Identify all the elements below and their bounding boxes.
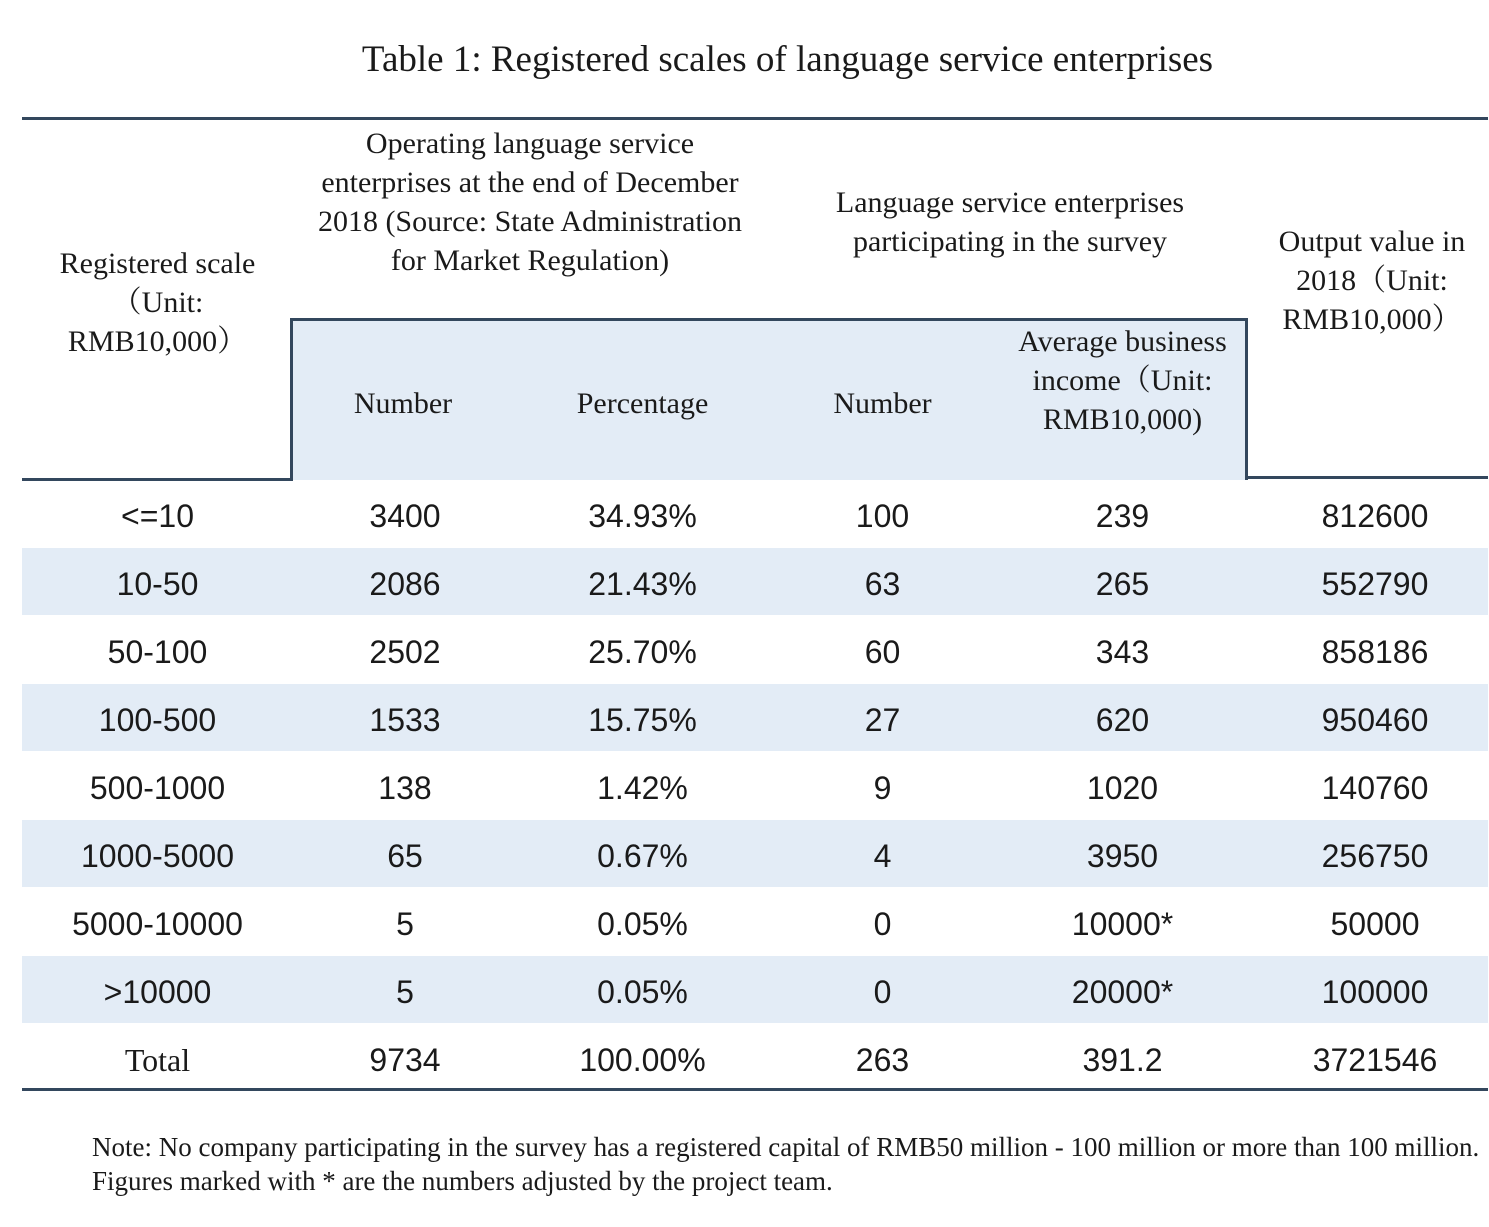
cell-percentage: 21.43% xyxy=(588,566,697,602)
cell-survey-number: 27 xyxy=(864,702,901,738)
top-rule xyxy=(22,117,1488,120)
cell-percentage: 0.05% xyxy=(597,974,688,1010)
header-sv-number: Number xyxy=(833,387,932,420)
cell-survey-number: 4 xyxy=(873,838,892,874)
cell-output: 256750 xyxy=(1321,838,1429,874)
table-row xyxy=(0,619,1489,686)
cell-income: 10000* xyxy=(1071,906,1174,942)
cell-survey-number: 100 xyxy=(855,498,910,534)
cell-percentage: 15.75% xyxy=(588,702,697,738)
cell-scale: >10000 xyxy=(103,974,212,1010)
header-output-value: Output value in 2018（Unit: RMB10,000） xyxy=(1278,225,1466,336)
cell-percentage: 0.67% xyxy=(597,838,688,874)
cell-output: 950460 xyxy=(1321,702,1429,738)
cell-scale: 100-500 xyxy=(98,702,217,738)
cell-income: 239 xyxy=(1095,498,1150,534)
table-row xyxy=(0,891,1489,958)
header-op-number: Number xyxy=(353,387,453,420)
cell-total-percentage: 100.00% xyxy=(579,1042,706,1078)
cell-output: 552790 xyxy=(1321,566,1429,602)
cell-income: 3950 xyxy=(1086,838,1159,874)
header-sv-income: Average business income（Unit: RMB10,000) xyxy=(1018,325,1227,436)
table-row xyxy=(0,823,1489,890)
cell-number: 65 xyxy=(387,838,423,874)
cell-income: 343 xyxy=(1095,634,1150,670)
cell-survey-number: 63 xyxy=(864,566,901,602)
header-survey-group: Language service enterprises participating in the survey xyxy=(835,186,1185,258)
table-row xyxy=(0,959,1489,1026)
cell-scale: 500-1000 xyxy=(89,770,226,806)
bottom-rule xyxy=(22,1088,1488,1091)
cell-total-output: 3721546 xyxy=(1312,1042,1438,1078)
cell-total-label: Total xyxy=(124,1042,191,1078)
cell-total-income: 391.2 xyxy=(1082,1042,1163,1078)
table-row xyxy=(0,755,1489,822)
cell-output: 50000 xyxy=(1330,906,1420,942)
cell-number: 1533 xyxy=(369,702,441,738)
cell-number: 3400 xyxy=(369,498,441,534)
total-row xyxy=(0,1027,1489,1094)
cell-income: 1020 xyxy=(1086,770,1159,806)
cell-output: 100000 xyxy=(1321,974,1429,1010)
cell-income: 620 xyxy=(1095,702,1150,738)
header-rule-right xyxy=(1245,476,1488,479)
table-note: Note: No company participating in the survey has a registered capital of RMB50 million - 100 million or more than 100 million. Figures marked with * are the numbers adjusted by the project team. xyxy=(92,1132,1480,1196)
cell-number: 2086 xyxy=(369,566,441,602)
cell-scale: 5000-10000 xyxy=(72,906,243,942)
cell-scale: <=10 xyxy=(121,498,194,534)
cell-survey-number: 60 xyxy=(864,634,901,670)
cell-survey-number: 0 xyxy=(873,906,892,942)
header-operating-group: Operating language service enterprises at the end of December 2018 (Source: State Administration for Market Regulation) xyxy=(317,127,743,277)
cell-number: 5 xyxy=(396,974,414,1010)
table-row xyxy=(0,551,1489,618)
cell-number: 138 xyxy=(378,770,432,806)
cell-number: 5 xyxy=(396,906,414,942)
cell-percentage: 25.70% xyxy=(588,634,697,670)
cell-percentage: 0.05% xyxy=(597,906,688,942)
cell-scale: 1000-5000 xyxy=(80,838,235,874)
cell-survey-number: 9 xyxy=(873,770,892,806)
cell-income: 20000* xyxy=(1071,974,1174,1010)
table-row xyxy=(0,687,1489,754)
cell-output: 812600 xyxy=(1321,498,1429,534)
cell-total-number: 9734 xyxy=(369,1042,441,1078)
cell-output: 140760 xyxy=(1321,770,1429,806)
cell-total-survey-number: 263 xyxy=(855,1042,910,1078)
table-title: Table 1: Registered scales of language service enterprises xyxy=(361,39,1214,80)
cell-income: 265 xyxy=(1095,566,1150,602)
cell-output: 858186 xyxy=(1321,634,1429,670)
header-rule-left xyxy=(22,478,293,481)
cell-scale: 50-100 xyxy=(107,634,208,670)
cell-percentage: 34.93% xyxy=(588,498,697,534)
cell-number: 2502 xyxy=(369,634,441,670)
cell-survey-number: 0 xyxy=(873,974,892,1010)
table-row xyxy=(0,483,1489,550)
cell-scale: 10-50 xyxy=(116,566,199,602)
cell-percentage: 1.42% xyxy=(597,770,688,806)
header-registered-scale: Registered scale（Unit: RMB10,000） xyxy=(59,247,256,358)
header-op-percentage: Percentage xyxy=(576,387,709,420)
